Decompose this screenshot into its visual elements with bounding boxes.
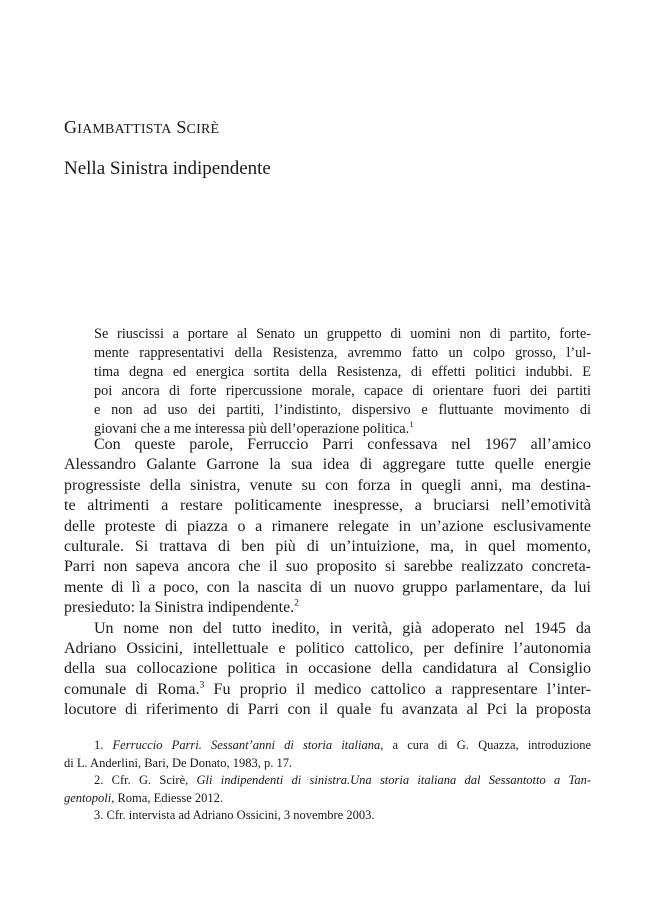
- epigraph-line: e non ad uso dei partiti, l’indistinto, dispersivo e fluttuante movimento di: [94, 402, 591, 418]
- body-line: culturale. Si trattava di ben più di un’intuizione, ma, in quel momento,: [64, 538, 591, 556]
- body-line: presieduto: la Sinistra indipendente.$^2$: [64, 597, 299, 617]
- body-line: Parri non sapeva ancora che il suo proposito si sarebbe realizzato concreta-: [64, 558, 591, 576]
- body-line: te altrimenti a restare politicamente inespresse, a bruciarsi nell’emotività: [64, 497, 591, 515]
- footnote-1: 1. Ferruccio Parri. Sessant’anni di storia italiana, a cura di G. Quazza, introduzione: [94, 738, 592, 752]
- body-line: comunale di Roma.$^3$ Fu proprio il medico cattolico a rappresentare l’inter-: [64, 679, 592, 698]
- body-line: mente di lì a poco, con la nascita di un nuovo gruppo parlamentare, da lui: [64, 578, 591, 596]
- body-line: Un nome non del tutto inedito, in verità, già adoperato nel 1945 da: [94, 619, 591, 637]
- footnote-2: 2. Cfr. G. Scirè, Gli indipendenti di sinistra.Una storia italiana dal Sessantotto a Tan-: [94, 773, 591, 787]
- author-name: GIAMBATTISTA SCIRÈ: [64, 117, 220, 137]
- body-line: progressiste della sinistra, venute su con forza in quegli anni, ma destina-: [64, 476, 591, 494]
- epigraph-line: giovani che a me interessa più dell’operazione politica.$^1$: [94, 419, 414, 437]
- body-line: Adriano Ossicini, intellettuale e politico cattolico, per definire l’autonomia: [64, 640, 591, 658]
- body-line: Con queste parole, Ferruccio Parri confessava nel 1967 all’amico: [94, 436, 591, 453]
- footnote-1-cont: di L. Anderlini, Bari, De Donato, 1983, p. 17.: [64, 755, 293, 770]
- footnote-3: 3. Cfr. intervista ad Adriano Ossicini, 3 novembre 2003.: [94, 808, 375, 822]
- epigraph-quote: [94, 325, 591, 439]
- footnote-ref-1: 1: [409, 419, 414, 430]
- epigraph-line: tima degna ed energica sortita della Resistenza, di effetti politici indubbi. E: [94, 364, 591, 380]
- footnote-ref-2: 2: [294, 597, 299, 609]
- body-text: [64, 435, 591, 721]
- body-line: Alessandro Galante Garrone la sua idea di aggregare tutte quelle energie: [64, 456, 591, 474]
- footnote-ref-3: 3: [199, 679, 205, 691]
- body-line: della sua collocazione politica in occasione della candidatura al Consiglio: [64, 660, 591, 678]
- body-line: delle proteste di piazza o a rimanere relegate in un’azione esclusivamente: [64, 517, 591, 535]
- footnote-2-cont: gentopoli, Roma, Ediesse 2012.: [64, 790, 224, 805]
- epigraph-line: mente rappresentativi della Resistenza, avremmo fatto un colpo grosso, l’ul-: [94, 345, 591, 361]
- body-line: locutore di riferimento di Parri con il quale fu avanzata al Pci la proposta: [64, 701, 591, 719]
- epigraph-line: Se riuscissi a portare al Senato un gruppetto di uomini non di partito, forte-: [94, 326, 591, 342]
- footnotes: [64, 737, 591, 825]
- epigraph-line: poi ancora di forte ripercussione morale, capace di orientare fuori dei partiti: [94, 383, 591, 399]
- chapter-title: Nella Sinistra indipendente: [64, 158, 271, 179]
